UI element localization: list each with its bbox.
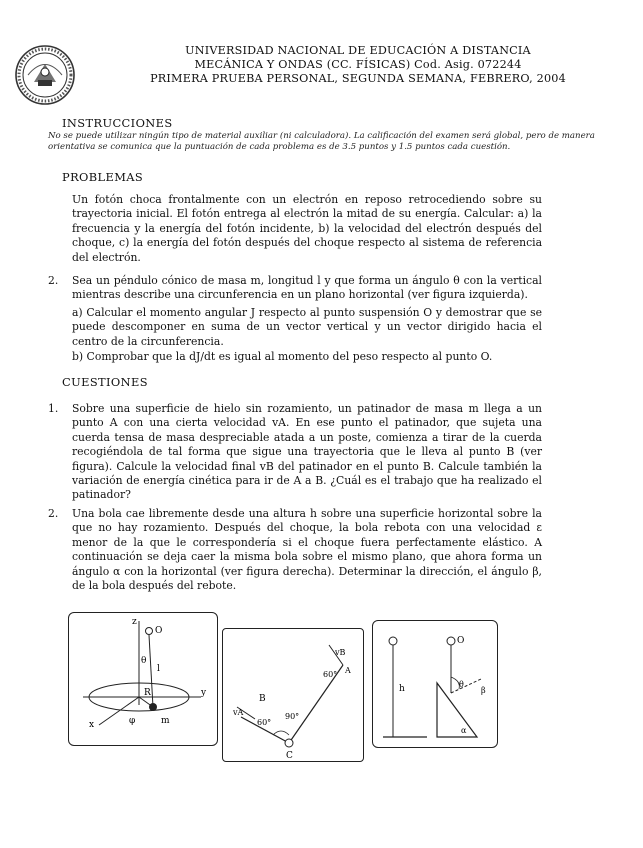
- label-l: l: [157, 664, 160, 674]
- label-z: z: [132, 617, 137, 627]
- label-theta-right: θ: [459, 680, 464, 689]
- header-university: UNIVERSIDAD NACIONAL DE EDUCACIÓN A DISTANCIA: [185, 44, 531, 57]
- label-phi: φ: [129, 716, 136, 726]
- pendulum-mass: [149, 703, 157, 711]
- skater-diagram: [223, 629, 363, 761]
- label-a-right: A: [345, 666, 351, 675]
- problem-2b-text: b) Comprobar que la dJ/dt es igual al momento del peso respecto al punto O.: [72, 350, 493, 363]
- label-b-left: B: [259, 694, 266, 704]
- label-c: C: [286, 751, 293, 761]
- label-theta: θ: [141, 656, 147, 666]
- label-m: m: [161, 716, 170, 726]
- figure-skater: [222, 628, 364, 762]
- post-c: [285, 739, 293, 747]
- question-1-text: Sobre una superficie de hielo sin rozamiento, un patinador de masa m llega a un punto A con una cierta velocidad vA. En ese punto el patinador, que sujeta una cuerda tensa de masa despreciable atada a un poste, comienza a tirar de la cuerda recogiéndola de tal forma que sigue una trayectoria que le lleva al punto B (ver figura). Calcule la velocidad final vB del patinador en el punto B. Calcule también la variación de energía cinética para ir de A a B. ¿Cuál es el trabajo que ha realizado el patinador?: [72, 402, 542, 502]
- label-x: x: [89, 720, 95, 730]
- label-r: R: [144, 688, 151, 698]
- label-vb: vB: [335, 648, 346, 657]
- rebound-direction: [451, 679, 481, 693]
- header-course: MECÁNICA Y ONDAS (CC. FÍSICAS) Cod. Asig. 072244: [194, 58, 522, 71]
- bouncing-ball-diagram: [373, 621, 497, 747]
- figure-bouncing-ball: [372, 620, 498, 748]
- label-60-bottom: 60°: [257, 718, 272, 727]
- problem-1-text: Un fotón choca frontalmente con un electrón en reposo retrocediendo sobre su trayectoria inicial. El fotón entrega al electrón la mitad de su energía. Calcular: a) la frecuencia y la energía del fotón incidente, b) la velocidad del electrón después del choque, c) la energía del fotón después del choque respecto al sistema de referencia del electrón.: [72, 193, 542, 264]
- university-seal: [14, 44, 76, 106]
- problem-2-number: 2.: [48, 274, 59, 287]
- label-y: y: [201, 688, 207, 698]
- problem-2a-text: a) Calcular el momento angular J respecto al punto suspensión O y demostrar que se puede descomponer en suma de un vector vertical y un vector dirigido hacia el centro de la circunferencia.: [72, 306, 542, 348]
- problem-2-text: Sea un péndulo cónico de masa m, longitud l y que forma un ángulo θ con la vertical mientras describe una circunferencia en un plano horizontal (ver figura izquierda).: [72, 274, 542, 302]
- question-2-text: Una bola cae libremente desde una altura h sobre una superficie horizontal sobre la que no hay rozamiento. Después del choque, la bola rebota con una velocidad ε menor de la que le correspondería si el choque fuera perfectamente elástico. A continuación se deja caer la misma bola sobre el mismo plano, que ahora forma un ángulo α con la horizontal (ver figura derecha). Determinar la dirección, el ángulo β, de la bola después del rebote.: [72, 507, 542, 593]
- suspension-point-o: [146, 628, 153, 635]
- header-exam: PRIMERA PRUEBA PERSONAL, SEGUNDA SEMANA, FEBRERO, 2004: [150, 72, 566, 85]
- question-2-number: 2.: [48, 507, 59, 520]
- question-1-number: 1.: [48, 402, 59, 415]
- label-h: h: [399, 684, 405, 694]
- ball-left: [389, 637, 397, 645]
- label-beta: β: [481, 686, 486, 695]
- label-90: 90°: [285, 712, 300, 721]
- problemas-title: PROBLEMAS: [62, 170, 144, 184]
- instrucciones-text: No se puede utilizar ningún tipo de material auxiliar (ni calculadora). La calificación del examen será global, pero de manera orientativa se comunica que la puntuación de cada problema es de 3.5 puntos y 1.5 puntos cada cuestión.: [48, 131, 595, 152]
- label-alpha: α: [461, 726, 467, 735]
- label-60-top: 60°: [323, 670, 338, 679]
- conical-pendulum-diagram: [69, 613, 217, 745]
- label-va: vA: [233, 708, 244, 717]
- cuestiones-title: CUESTIONES: [62, 375, 148, 389]
- label-o: O: [155, 626, 163, 636]
- inclined-plane: [437, 683, 477, 737]
- ball-right: [447, 637, 455, 645]
- figure-conical-pendulum: [68, 612, 218, 746]
- label-o-right: O: [457, 636, 465, 646]
- instrucciones-title: INSTRUCCIONES: [62, 116, 173, 130]
